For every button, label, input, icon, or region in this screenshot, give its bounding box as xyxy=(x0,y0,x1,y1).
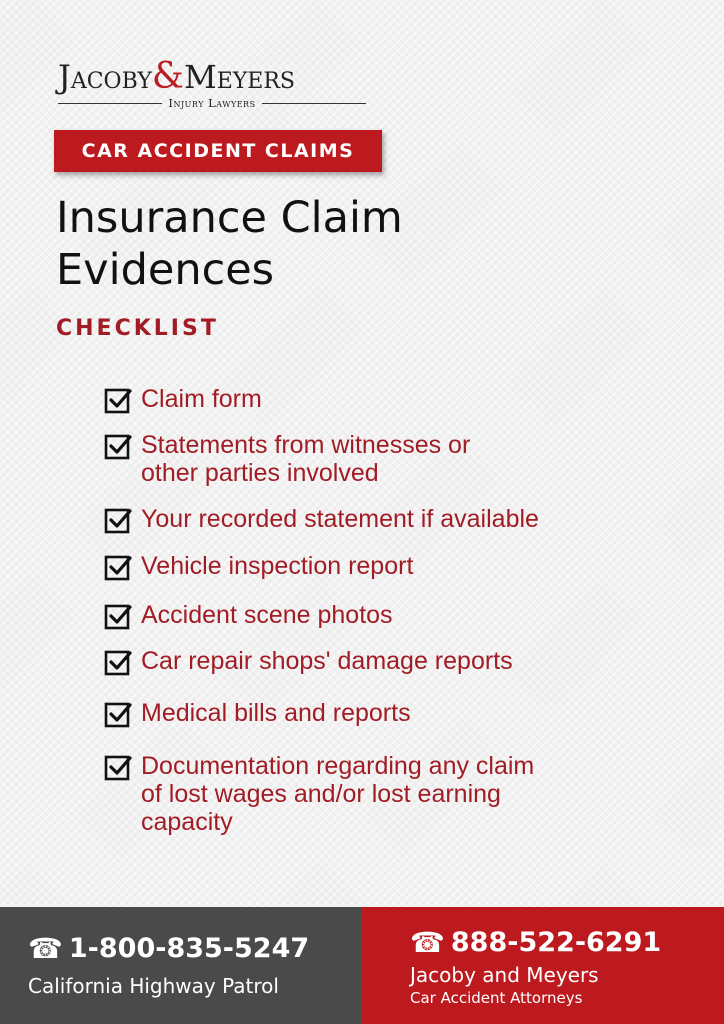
page-subtitle: CHECKLIST xyxy=(56,316,219,341)
page-title-line-2: Evidences xyxy=(56,245,275,295)
logo-name-second: Meyers xyxy=(183,58,295,96)
checklist-item xyxy=(104,647,644,677)
checklist-item-line: Medical bills and reports xyxy=(141,699,411,727)
page-title xyxy=(56,192,676,296)
chp-label: California Highway Patrol xyxy=(28,974,279,998)
checkbox-checked-icon xyxy=(104,433,132,461)
logo-ampersand: & xyxy=(151,56,184,97)
checkbox-checked-icon xyxy=(104,649,132,677)
checklist-item-text xyxy=(141,647,513,675)
checklist-item-line: Your recorded statement if available xyxy=(141,505,539,533)
checkbox-checked-icon xyxy=(104,754,132,782)
firm-phone-number[interactable]: 888-522-6291 xyxy=(450,927,662,958)
checklist-item-text xyxy=(141,505,539,533)
checkbox-checked-icon xyxy=(104,507,132,535)
checklist-item-line: Statements from witnesses or xyxy=(141,431,471,459)
footer-contact-chp xyxy=(0,907,362,1024)
firm-label: Jacoby and Meyers xyxy=(410,963,599,987)
checklist-item xyxy=(104,431,644,487)
checklist-item-line: Documentation regarding any claim xyxy=(141,752,535,780)
checklist-item-text xyxy=(141,552,413,580)
logo-name-first: Jacoby xyxy=(58,58,152,96)
checklist-item-text xyxy=(141,699,411,727)
checklist-item-line: Accident scene photos xyxy=(141,601,393,629)
logo-rule-left xyxy=(58,103,162,104)
page-title-line-1: Insurance Claim xyxy=(56,193,403,243)
checkbox-checked-icon xyxy=(104,701,132,729)
checklist-item-text xyxy=(141,431,470,487)
checkbox-checked-icon xyxy=(104,554,132,582)
checklist-item-text xyxy=(141,752,534,836)
firm-sublabel: Car Accident Attorneys xyxy=(410,989,583,1007)
checklist-item-line: Vehicle inspection report xyxy=(141,552,414,580)
category-badge: CAR ACCIDENT CLAIMS xyxy=(54,130,382,172)
checklist-item-text xyxy=(141,385,262,413)
logo-wordmark xyxy=(58,58,366,96)
checklist-item xyxy=(104,601,644,631)
checklist-item-line: of lost wages and/or lost earning xyxy=(141,780,501,808)
checklist-item xyxy=(104,505,644,535)
checklist-item-line: capacity xyxy=(141,808,233,836)
telephone-icon: ☎ xyxy=(410,925,445,959)
logo-rule-right xyxy=(262,103,366,104)
checkbox-checked-icon xyxy=(104,387,132,415)
chp-phone-row[interactable] xyxy=(28,933,309,964)
firm-phone-row[interactable] xyxy=(410,927,661,958)
checklist-item xyxy=(104,385,644,415)
checklist-item xyxy=(104,699,644,729)
logo-tagline-row xyxy=(58,96,366,110)
checkbox-checked-icon xyxy=(104,603,132,631)
checklist-item-text xyxy=(141,601,393,629)
brand-logo xyxy=(58,58,366,110)
checklist-item-line: Car repair shops' damage reports xyxy=(141,647,513,675)
telephone-icon: ☎ xyxy=(28,931,63,965)
chp-phone-number[interactable]: 1-800-835-5247 xyxy=(68,933,310,964)
checklist-item-line: other parties involved xyxy=(141,459,379,487)
checklist-item xyxy=(104,752,644,836)
checklist-item-line: Claim form xyxy=(141,385,262,413)
logo-tagline: Injury Lawyers xyxy=(168,96,256,110)
checklist-item xyxy=(104,552,644,582)
footer-contact-firm xyxy=(362,907,724,1024)
